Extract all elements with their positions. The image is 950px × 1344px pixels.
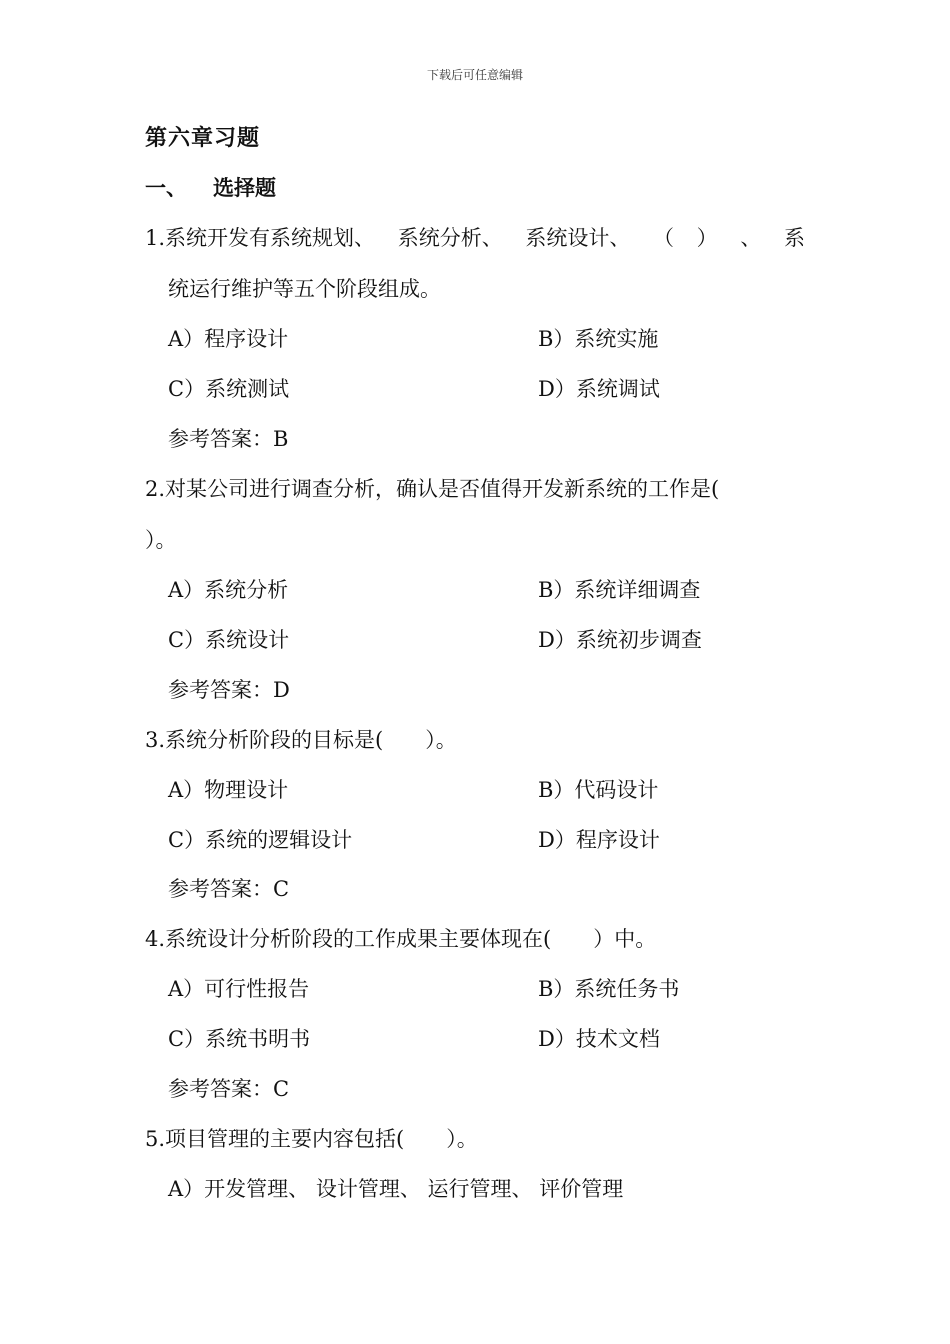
question-1-line-1 [145, 224, 805, 252]
question-2-option-d: D）系统初步调查 [538, 628, 702, 652]
question-1-part: 系统设计、 [525, 226, 631, 250]
question-1-part: （ [653, 226, 675, 250]
question-5-option-a: A）开发管理、 设计管理、 运行管理、 评价管理 [168, 1177, 624, 1201]
question-4-answer: 参考答案：C [168, 1077, 290, 1101]
question-2-option-a: A）系统分析 [168, 578, 289, 602]
section-heading [145, 172, 276, 202]
question-4-option-d: D）技术文档 [538, 1027, 660, 1051]
question-1-part: 系统分析、 [397, 226, 503, 250]
question-1-answer: 参考答案：B [168, 427, 289, 451]
question-1-option-c: C）系统测试 [168, 377, 290, 401]
question-2-line-2: ）。 [145, 528, 177, 552]
question-4-option-b: B）系统任务书 [538, 977, 680, 1001]
chapter-title: 第六章习题 [145, 126, 261, 151]
question-4-line-1: 4.系统设计分析阶段的工作成果主要体现在( ）中。 [145, 927, 657, 951]
question-4-option-a: A）可行性报告 [168, 977, 310, 1001]
question-3-option-a: A）物理设计 [168, 778, 289, 802]
section-number: 一、 [145, 176, 187, 200]
question-2-option-b: B）系统详细调查 [538, 578, 701, 602]
question-2-answer: 参考答案：D [168, 678, 290, 702]
question-3-option-b: B）代码设计 [538, 778, 659, 802]
question-1-line-2: 统运行维护等五个阶段组成。 [168, 277, 441, 301]
question-1-part: 1.系统开发有系统规划、 [145, 226, 376, 250]
question-5-line-1: 5.项目管理的主要内容包括( ）。 [145, 1127, 478, 1151]
page-header-note: 下载后可任意编辑 [426, 68, 523, 82]
question-2-option-c: C）系统设计 [168, 628, 290, 652]
question-1-option-d: D）系统调试 [538, 377, 660, 401]
section-title: 选择题 [213, 176, 276, 200]
question-2-line-1: 2.对某公司进行调查分析，确认是否值得开发新系统的工作是( [145, 477, 720, 501]
question-4-option-c: C）系统书明书 [168, 1027, 311, 1051]
question-3-option-c: C）系统的逻辑设计 [168, 828, 353, 852]
question-1-part: ） [696, 226, 718, 250]
question-1-option-a: A）程序设计 [168, 327, 289, 351]
question-1-part: 系 [783, 226, 805, 250]
question-1-option-b: B）系统实施 [538, 327, 659, 351]
question-3-answer: 参考答案：C [168, 877, 290, 901]
question-1-part: 、 [740, 226, 762, 250]
question-3-option-d: D）程序设计 [538, 828, 660, 852]
question-3-line-1: 3.系统分析阶段的目标是( ）。 [145, 728, 457, 752]
